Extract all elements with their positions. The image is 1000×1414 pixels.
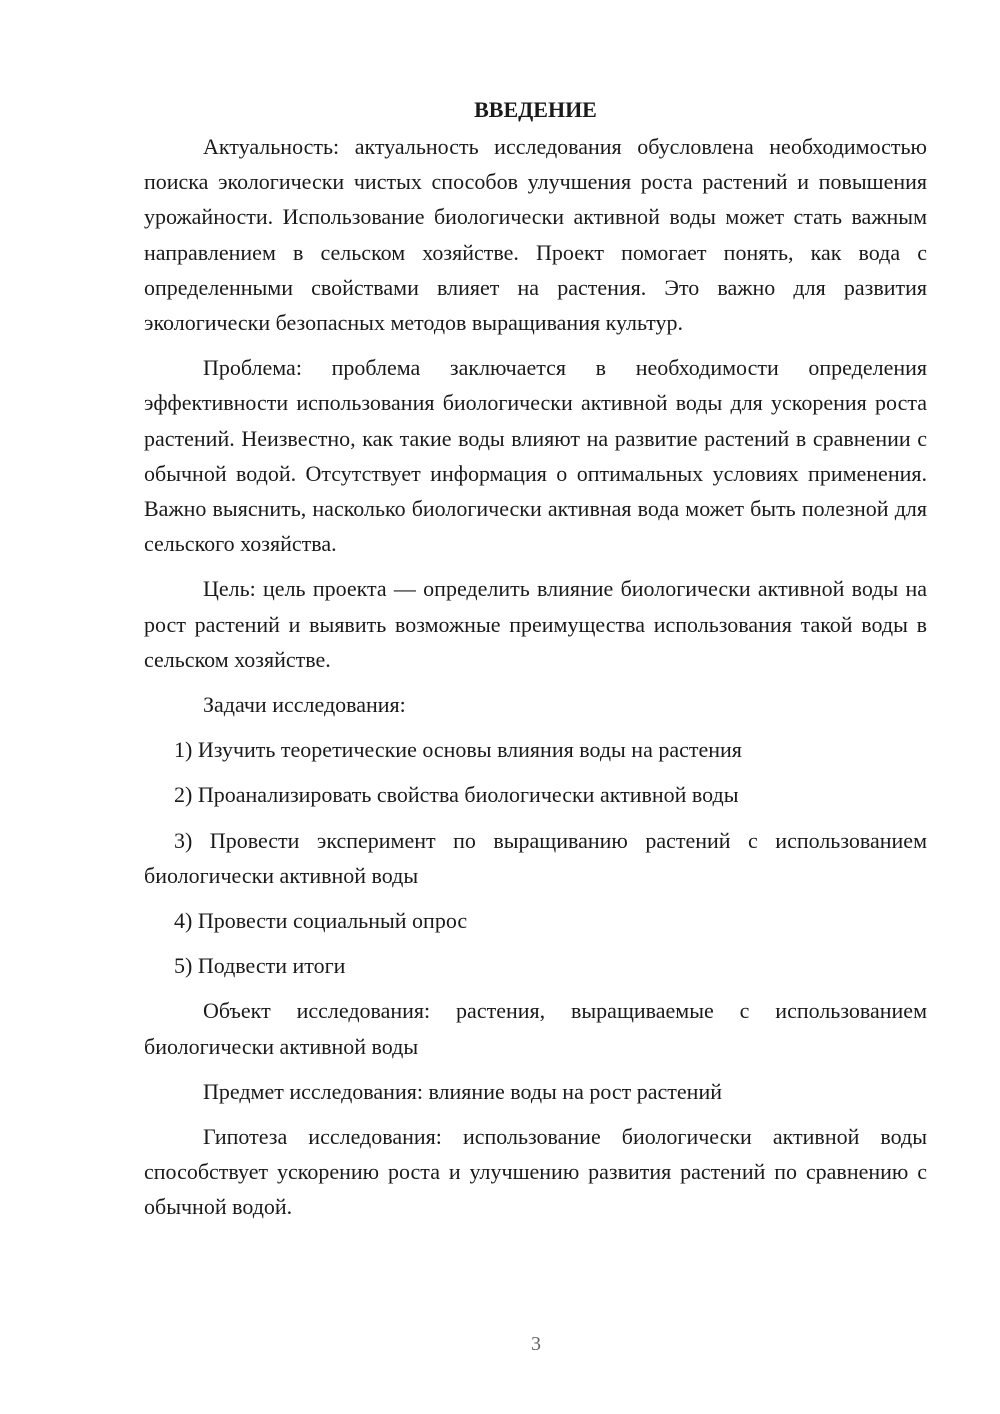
paragraph-goal: Цель: цель проекта — определить влияние биологически активной воды на рост растений и выявить возможные преимущества использования такой воды в сельском хозяйстве. bbox=[144, 576, 927, 672]
paragraph-object: Объект исследования: растения, выращиваемые с использованием биологически активной воды bbox=[144, 998, 927, 1059]
list-item-task-1: 1) Изучить теоретические основы влияния воды на растения bbox=[174, 737, 742, 763]
paragraph-hypothesis: Гипотеза исследования: использование биологически активной воды способствует ускорению роста и улучшению развития растений по сравнению с обычной водой. bbox=[144, 1124, 927, 1220]
list-item-task-3: 3) Провести эксперимент по выращиванию растений с использованием биологически активной воды bbox=[144, 827, 927, 888]
list-item-task-2: 2) Проанализировать свойства биологически активной воды bbox=[174, 782, 739, 808]
page-title: ВВЕДЕНИЕ bbox=[474, 97, 597, 122]
paragraph-problem: Проблема: проблема заключается в необходимости определения эффективности использования биологически активной воды для ускорения роста растений. Неизвестно, как такие воды влияют на развитие растений в сравнении с обычной водой. Отсутствует информация о оптимальных условиях применения. Важно выяснить, насколько биологически активная вода может быть полезной для сельского хозяйства. bbox=[144, 355, 927, 557]
list-item-task-5: 5) Подвести итоги bbox=[174, 953, 346, 979]
page-number: 3 bbox=[531, 1333, 541, 1355]
list-item-task-4: 4) Провести социальный опрос bbox=[174, 908, 468, 934]
paragraph-relevance: Актуальность: актуальность исследования обусловлена необходимостью поиска экологически чистых способов улучшения роста растений и повышения урожайности. Использование биологически активной воды может стать важным направлением в сельском хозяйстве. Проект помогает понять, как вода с определенными свойствами влияет на растения. Это важно для развития экологически безопасных методов выращивания культур. bbox=[144, 134, 927, 336]
paragraph-subject: Предмет исследования: влияние воды на рост растений bbox=[203, 1078, 722, 1104]
paragraph-tasks-heading: Задачи исследования: bbox=[203, 692, 406, 718]
document-page bbox=[144, 92, 927, 1235]
